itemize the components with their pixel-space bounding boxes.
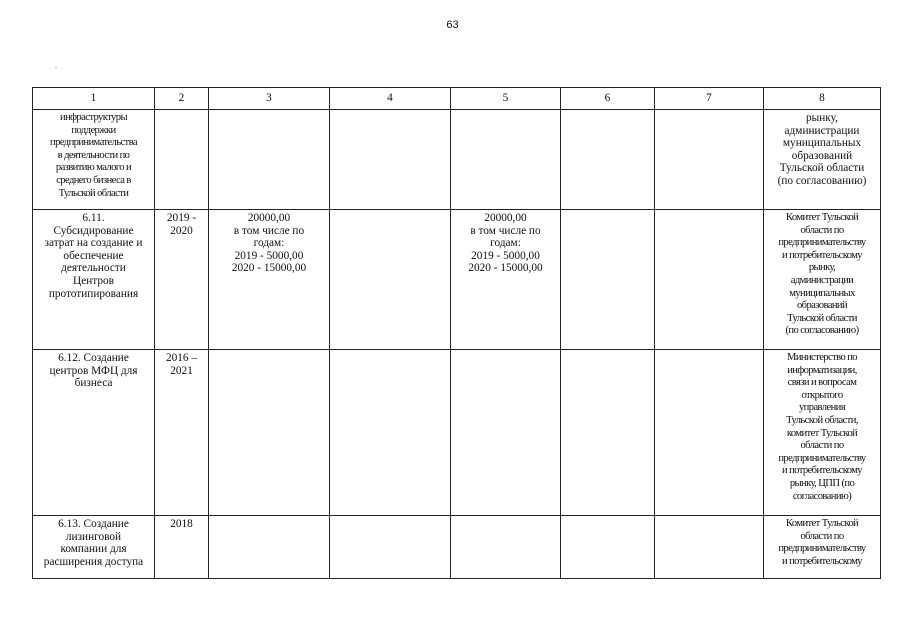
- responsible-cell: [764, 516, 881, 579]
- table-header-row: [33, 88, 881, 110]
- header-cell: 3: [209, 88, 330, 110]
- header-cell: 8: [764, 88, 881, 110]
- page-number: 63: [446, 19, 459, 31]
- total-funding-cell: [209, 110, 330, 210]
- header-cell: 2: [155, 88, 209, 110]
- scan-speck: [55, 67, 57, 68]
- total-funding-cell: [209, 350, 330, 516]
- other-funding-cell: [655, 210, 764, 350]
- period-cell: [155, 110, 209, 210]
- table-row: [33, 210, 881, 350]
- regional-funding-cell: [451, 350, 561, 516]
- regional-funding-cell: 20000,00 в том числе по годам: 2019 - 5000,00 2020 - 15000,00: [451, 210, 561, 350]
- responsible-text: Министерство по информатизации, связи и вопросам открытого управления Тульской области, комитет Тульской области по предпринимательству и потребительскому рынку, ЦПП (по согласованию): [778, 352, 866, 502]
- header-cell: 7: [655, 88, 764, 110]
- table-row: [33, 110, 881, 210]
- federal-funding-cell: [330, 210, 451, 350]
- header-cell: 6: [561, 88, 655, 110]
- local-funding-cell: [561, 516, 655, 579]
- total-funding-cell: 20000,00 в том числе по годам: 2019 - 5000,00 2020 - 15000,00: [209, 210, 330, 350]
- measure-name-cell: 6.11. Субсидирование затрат на создание и обеспечение деятельности Центров прототипирования: [33, 210, 155, 350]
- federal-funding-cell: [330, 350, 451, 516]
- responsible-cell: [764, 210, 881, 350]
- local-funding-cell: [561, 350, 655, 516]
- period-cell: 2016 – 2021: [155, 350, 209, 516]
- program-measures-table: [32, 87, 881, 579]
- measure-name-cell: 6.12. Создание центров МФЦ для бизнеса: [33, 350, 155, 516]
- other-funding-cell: [655, 516, 764, 579]
- period-cell: 2019 - 2020: [155, 210, 209, 350]
- table-row: [33, 350, 881, 516]
- regional-funding-cell: [451, 516, 561, 579]
- header-cell: 5: [451, 88, 561, 110]
- regional-funding-cell: [451, 110, 561, 210]
- other-funding-cell: [655, 110, 764, 210]
- total-funding-cell: [209, 516, 330, 579]
- responsible-cell: рынку, администрации муниципальных образований Тульской области (по согласованию): [764, 110, 881, 210]
- period-cell: 2018: [155, 516, 209, 579]
- other-funding-cell: [655, 350, 764, 516]
- measure-name-cell: 6.13. Создание лизинговой компании для расширения доступа: [33, 516, 155, 579]
- federal-funding-cell: [330, 516, 451, 579]
- local-funding-cell: [561, 210, 655, 350]
- table-row: [33, 516, 881, 579]
- header-cell: 1: [33, 88, 155, 110]
- header-cell: 4: [330, 88, 451, 110]
- measure-name-cell: [33, 110, 155, 210]
- local-funding-cell: [561, 110, 655, 210]
- federal-funding-cell: [330, 110, 451, 210]
- responsible-text: Комитет Тульской области по предпринимательству и потребительскому: [778, 518, 866, 567]
- responsible-cell: [764, 350, 881, 516]
- responsible-text: Комитет Тульской области по предпринимательству и потребительскому рынку, администрации муниципальных образований Тульской области (по согласованию): [778, 212, 866, 337]
- measure-name-text: инфраструктуры поддержки предпринимательства в деятельности по развитию малого и среднего бизнеса в Тульской области: [50, 112, 137, 199]
